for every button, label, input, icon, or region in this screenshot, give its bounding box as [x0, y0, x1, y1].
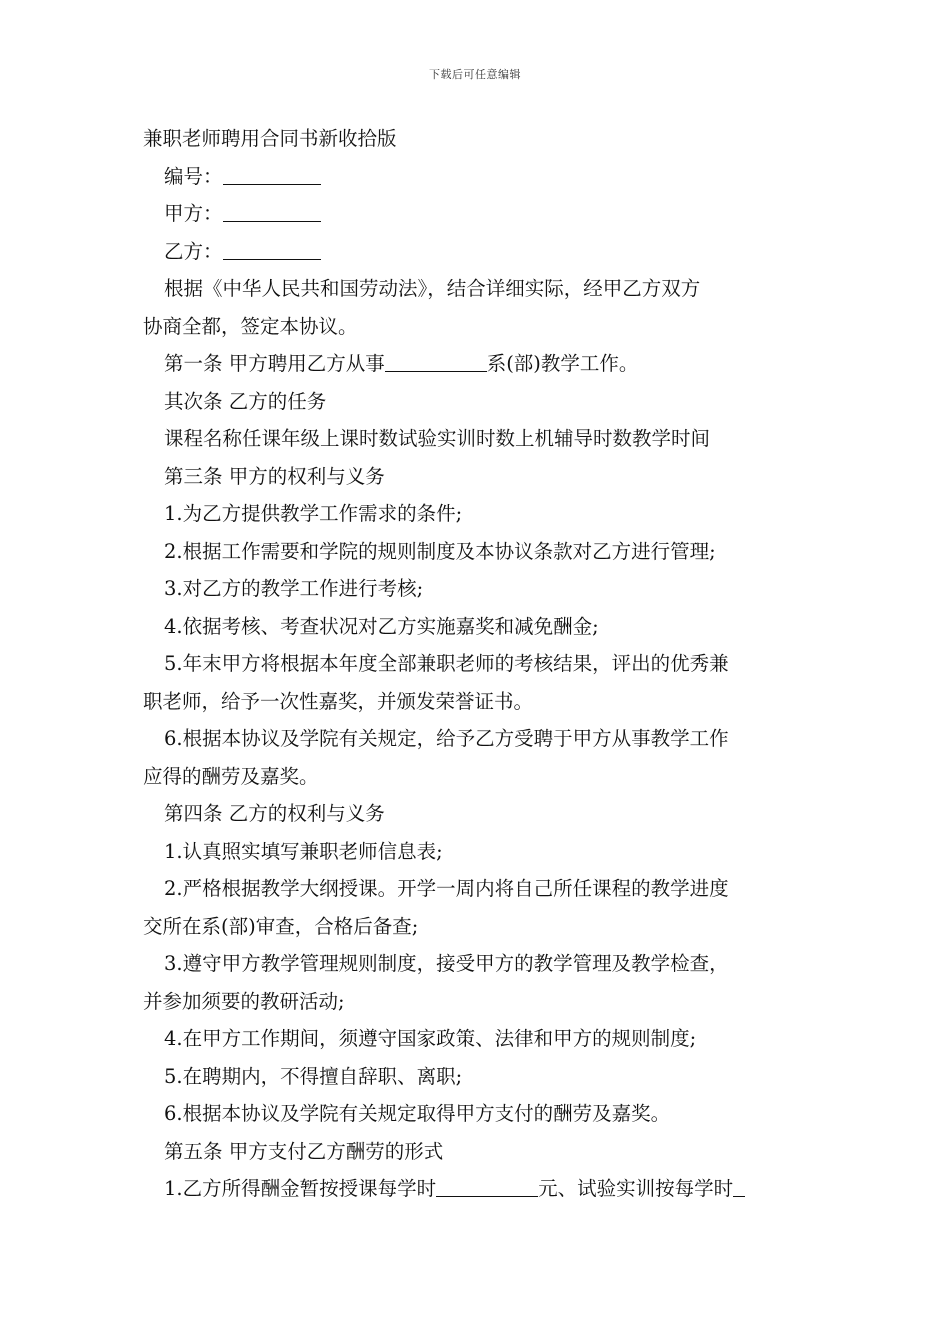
article-4-item: 1.认真照实填写兼职老师信息表;	[164, 839, 443, 863]
article-4-item: 6.根据本协议及学院有关规定取得甲方支付的酬劳及嘉奖。	[164, 1102, 671, 1125]
article-3-item: 5.年末甲方将根据本年度全部兼职老师的考核结果，评出的优秀兼	[164, 652, 729, 675]
article-3-item: 1.为乙方提供教学工作需求的条件;	[164, 502, 463, 525]
article-2-title: 其次条 乙方的任务	[164, 389, 327, 413]
article-4-item-continued: 并参加须要的教研活动;	[143, 989, 345, 1013]
article-1-blank	[385, 349, 487, 372]
page-header-note: 下载后可任意编辑	[429, 68, 521, 81]
contract-body	[143, 120, 811, 1208]
article-5-item-1	[143, 1170, 811, 1208]
article-5-fee-blank	[436, 1174, 538, 1197]
field-number-blank	[223, 162, 321, 185]
article-3-item: 6.根据本协议及学院有关规定，给予乙方受聘于甲方从事教学工作	[164, 727, 729, 750]
field-party-a-label: 甲方：	[164, 202, 223, 225]
article-1-after: 系(部)教学工作。	[486, 352, 639, 375]
article-4-item: 4.在甲方工作期间，须遵守国家政策、法律和甲方的规则制度;	[164, 1027, 697, 1050]
article-2-table-header: 课程名称任课年级上课时数试验实训时数上机辅导时数教学时间	[164, 427, 711, 450]
field-number-label: 编号：	[164, 164, 223, 188]
article-4-item-continued: 交所在系(部)审查，合格后备查;	[143, 914, 419, 938]
preamble-line-2: 协商全都，签定本协议。	[143, 314, 358, 338]
field-party-b-label: 乙方：	[164, 239, 223, 263]
article-5-lab-fee-blank	[733, 1174, 745, 1197]
article-3-title: 第三条 甲方的权利与义务	[164, 464, 385, 488]
article-4-item: 2.严格根据教学大纲授课。开学一周内将自己所任课程的教学进度	[164, 877, 729, 900]
article-4-title: 第四条 乙方的权利与义务	[164, 802, 385, 825]
field-party-b	[143, 233, 811, 271]
field-party-b-blank	[223, 237, 321, 260]
preamble-line-1: 根据《中华人民共和国劳动法》，结合详细实际，经甲乙方双方	[164, 277, 701, 300]
article-3-item-continued: 应得的酬劳及嘉奖。	[143, 764, 319, 788]
article-1-before: 第一条 甲方聘用乙方从事	[164, 352, 385, 375]
article-4-item: 5.在聘期内，不得擅自辞职、离职;	[164, 1064, 463, 1088]
article-4-item: 3.遵守甲方教学管理规则制度，接受甲方的教学管理及教学检查，	[164, 952, 729, 975]
article-1	[143, 345, 811, 383]
field-party-a	[143, 195, 811, 233]
article-3-item: 4.依据考核、考查状况对乙方实施嘉奖和减免酬金;	[164, 614, 599, 638]
document-title: 兼职老师聘用合同书新收拾版	[143, 127, 397, 150]
article-5-item-1-after: 元、试验实训按每学时	[538, 1177, 734, 1200]
field-number	[143, 158, 811, 196]
article-3-item-continued: 职老师，给予一次性嘉奖，并颁发荣誉证书。	[143, 689, 534, 713]
article-5-item-1-before: 1.乙方所得酬金暂按授课每学时	[164, 1177, 437, 1200]
article-5-title: 第五条 甲方支付乙方酬劳的形式	[164, 1139, 444, 1163]
field-party-a-blank	[223, 199, 321, 222]
article-3-item: 3.对乙方的教学工作进行考核;	[164, 577, 424, 600]
article-3-item: 2.根据工作需要和学院的规则制度及本协议条款对乙方进行管理;	[164, 539, 716, 563]
